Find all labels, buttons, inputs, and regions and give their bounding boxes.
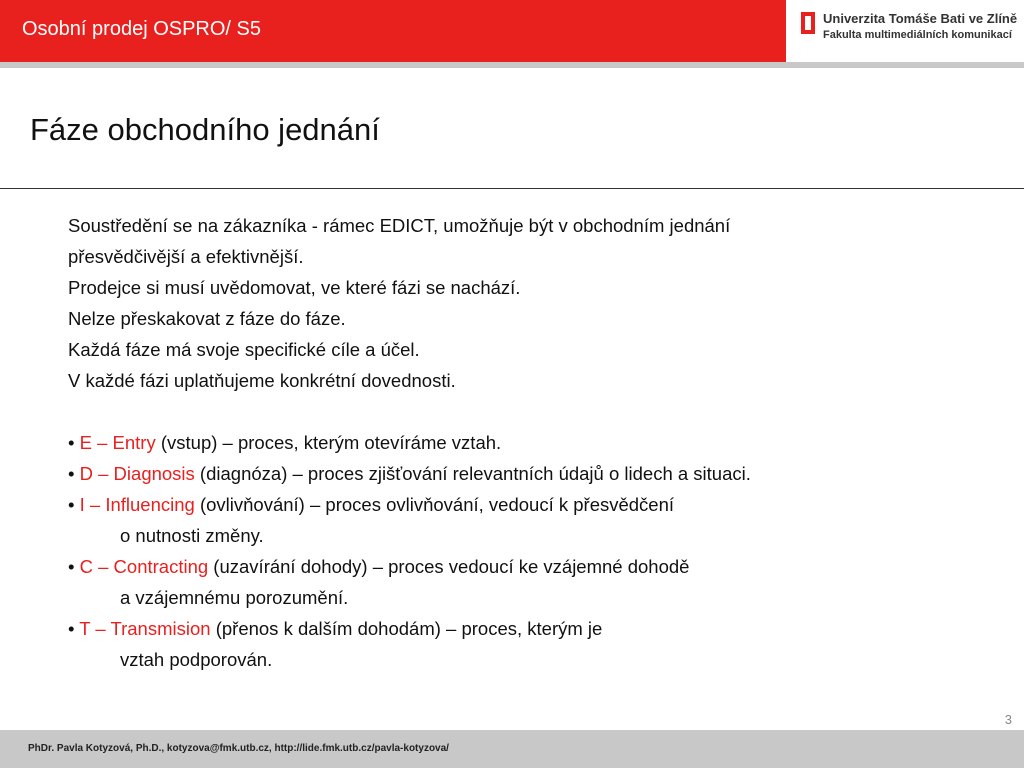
header-divider xyxy=(0,62,1024,68)
intro-line: Soustředění se na zákazníka - rámec EDICT, umožňuje být v obchodním jednání xyxy=(68,215,731,236)
bullet-diagnosis xyxy=(68,458,988,489)
phase-term: D – Diagnosis xyxy=(79,463,195,484)
footer-author-info: PhDr. Pavla Kotyzová, Ph.D., kotyzova@fmk.utb.cz, http://lide.fmk.utb.cz/pavla-kotyzova/ xyxy=(28,743,449,754)
page-number: 3 xyxy=(1004,712,1012,727)
slide-body xyxy=(68,210,988,675)
phase-desc: (uzavírání dohody) – proces vedoucí ke vzájemné dohodě xyxy=(208,556,690,577)
phase-term: C – Contracting xyxy=(79,556,209,577)
logo-faculty-name: Fakulta multimediálních komunikací xyxy=(823,29,1012,41)
university-logo-icon xyxy=(801,12,815,34)
intro-line: přesvědčivější a efektivnější. xyxy=(68,246,304,267)
phase-desc-continued: a vzájemnému porozumění. xyxy=(120,587,349,608)
phase-desc-continued: o nutnosti změny. xyxy=(120,525,264,546)
bullet-contracting xyxy=(68,551,988,582)
phase-desc: (vstup) – proces, kterým otevíráme vztah. xyxy=(155,432,502,453)
intro-line: Každá fáze má svoje specifické cíle a účel. xyxy=(68,339,420,360)
phase-desc-continued: vztah podporován. xyxy=(120,649,273,670)
header-bar xyxy=(0,0,786,62)
slide-title: Fáze obchodního jednání xyxy=(30,112,380,147)
footer-bar xyxy=(0,730,1024,768)
phase-term: E – Entry xyxy=(79,432,156,453)
paragraph-gap xyxy=(68,396,988,427)
phase-term: I – Influencing xyxy=(79,494,195,515)
phase-desc: (diagnóza) – proces zjišťování relevantních údajů o lidech a situaci. xyxy=(194,463,751,484)
intro-line: Nelze přeskakovat z fáze do fáze. xyxy=(68,308,346,329)
bullet-transmision xyxy=(68,613,988,644)
bullet-mark: • xyxy=(68,494,75,515)
phase-term: T – Transmision xyxy=(79,618,211,639)
bullet-entry xyxy=(68,427,988,458)
logo-university-name: Univerzita Tomáše Bati ve Zlíně xyxy=(823,11,1018,26)
intro-line: V každé fázi uplatňujeme konkrétní dovednosti. xyxy=(68,370,456,391)
phase-desc: (přenos k dalším dohodám) – proces, kterým je xyxy=(210,618,603,639)
bullet-mark: • xyxy=(68,463,75,484)
bullet-mark: • xyxy=(68,618,75,639)
course-title: Osobní prodej OSPRO/ S5 xyxy=(22,18,262,40)
bullet-mark: • xyxy=(68,432,75,453)
phase-desc: (ovlivňování) – proces ovlivňování, vedoucí k přesvědčení xyxy=(194,494,675,515)
title-divider xyxy=(0,188,1024,189)
intro-line: Prodejce si musí uvědomovat, ve které fázi se nachází. xyxy=(68,277,521,298)
bullet-influencing xyxy=(68,489,988,520)
bullet-mark: • xyxy=(68,556,75,577)
